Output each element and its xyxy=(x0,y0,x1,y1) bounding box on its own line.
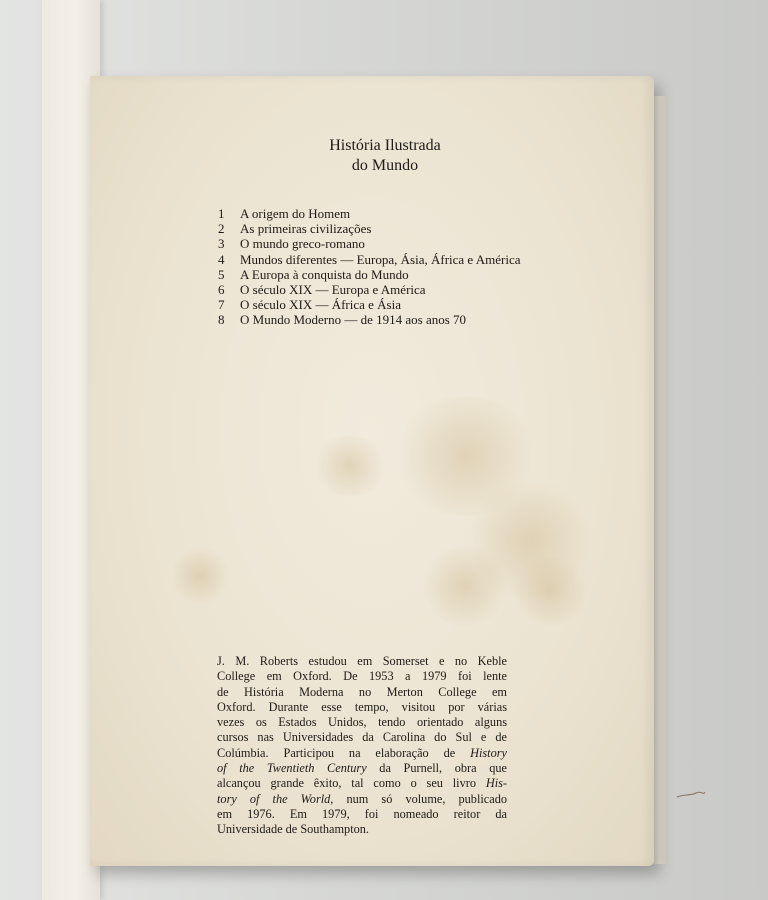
volume-title: O século XIX — África e Ásia xyxy=(240,297,402,313)
bio-line: J. M. Roberts estudou em Somerset e no Keble xyxy=(217,654,507,668)
foxing-stain xyxy=(170,546,230,606)
volume-number: 5 xyxy=(218,266,225,282)
bio-line xyxy=(217,746,507,761)
bio-text: da Purnell, obra que xyxy=(366,761,507,776)
volume-number: 7 xyxy=(218,297,225,313)
bio-italic-text: of the Twentieth Century xyxy=(217,761,367,776)
bio-line: Universidade de Southampton. xyxy=(217,822,369,837)
bio-line: cursos nas Universidades da Carolina do Sul e de xyxy=(217,730,507,745)
volume-number: 4 xyxy=(218,251,225,267)
author-biography xyxy=(217,654,507,838)
bio-line: de História Moderna no Merton College em xyxy=(217,684,507,699)
bio-line: College em Oxford. De 1953 a 1979 foi lente xyxy=(217,669,507,684)
volume-number: 2 xyxy=(218,221,225,237)
volume-item xyxy=(218,221,521,236)
bio-text: Colúmbia. Participou na elaboração de xyxy=(217,745,471,760)
bio-line: em 1976. Em 1979, foi nomeado reitor da xyxy=(217,806,507,821)
volume-item xyxy=(218,252,521,267)
volume-title: Mundos diferentes — Europa, Ásia, África e América xyxy=(240,251,521,267)
volume-title: O Mundo Moderno — de 1914 aos anos 70 xyxy=(240,312,467,328)
series-title-line2: do Mundo xyxy=(351,157,419,174)
volume-title: As primeiras civilizações xyxy=(240,221,372,237)
bio-line xyxy=(217,776,507,791)
volume-item xyxy=(218,206,521,221)
foxing-stain xyxy=(510,556,590,626)
volume-item xyxy=(218,236,521,251)
bio-line xyxy=(217,761,507,776)
volume-list xyxy=(218,206,521,328)
series-title xyxy=(270,136,500,176)
book-page xyxy=(90,76,654,866)
volume-item xyxy=(218,267,521,282)
volume-title: A origem do Homem xyxy=(240,206,351,221)
bio-line: Oxford. Durante esse tempo, visitou por várias xyxy=(217,699,507,714)
bio-text: num só volume, publicado xyxy=(333,791,507,806)
series-title-line1: História Ilustrada xyxy=(329,137,441,154)
bio-italic-text: tory of the World, xyxy=(217,791,334,806)
bio-italic-text: History xyxy=(470,745,507,760)
bio-text: alcançou grande êxito, tal como o seu livro xyxy=(217,776,486,791)
volume-item xyxy=(218,312,521,327)
bio-line xyxy=(217,792,507,807)
volume-title: O século XIX — Europa e América xyxy=(240,282,426,298)
volume-item xyxy=(218,282,521,297)
volume-number: 3 xyxy=(218,236,225,252)
foxing-stain xyxy=(310,436,390,496)
volume-number: 1 xyxy=(218,206,225,221)
volume-number: 8 xyxy=(218,312,225,328)
volume-item xyxy=(218,297,521,312)
pencil-mark-icon xyxy=(676,790,706,800)
foxing-stain xyxy=(420,546,510,626)
volume-title: O mundo greco-romano xyxy=(240,236,365,252)
bio-italic-text: His- xyxy=(485,776,507,791)
volume-title: A Europa à conquista do Mundo xyxy=(240,266,409,282)
bio-line: vezes os Estados Unidos, tendo orientado alguns xyxy=(217,715,507,730)
volume-number: 6 xyxy=(218,282,225,298)
